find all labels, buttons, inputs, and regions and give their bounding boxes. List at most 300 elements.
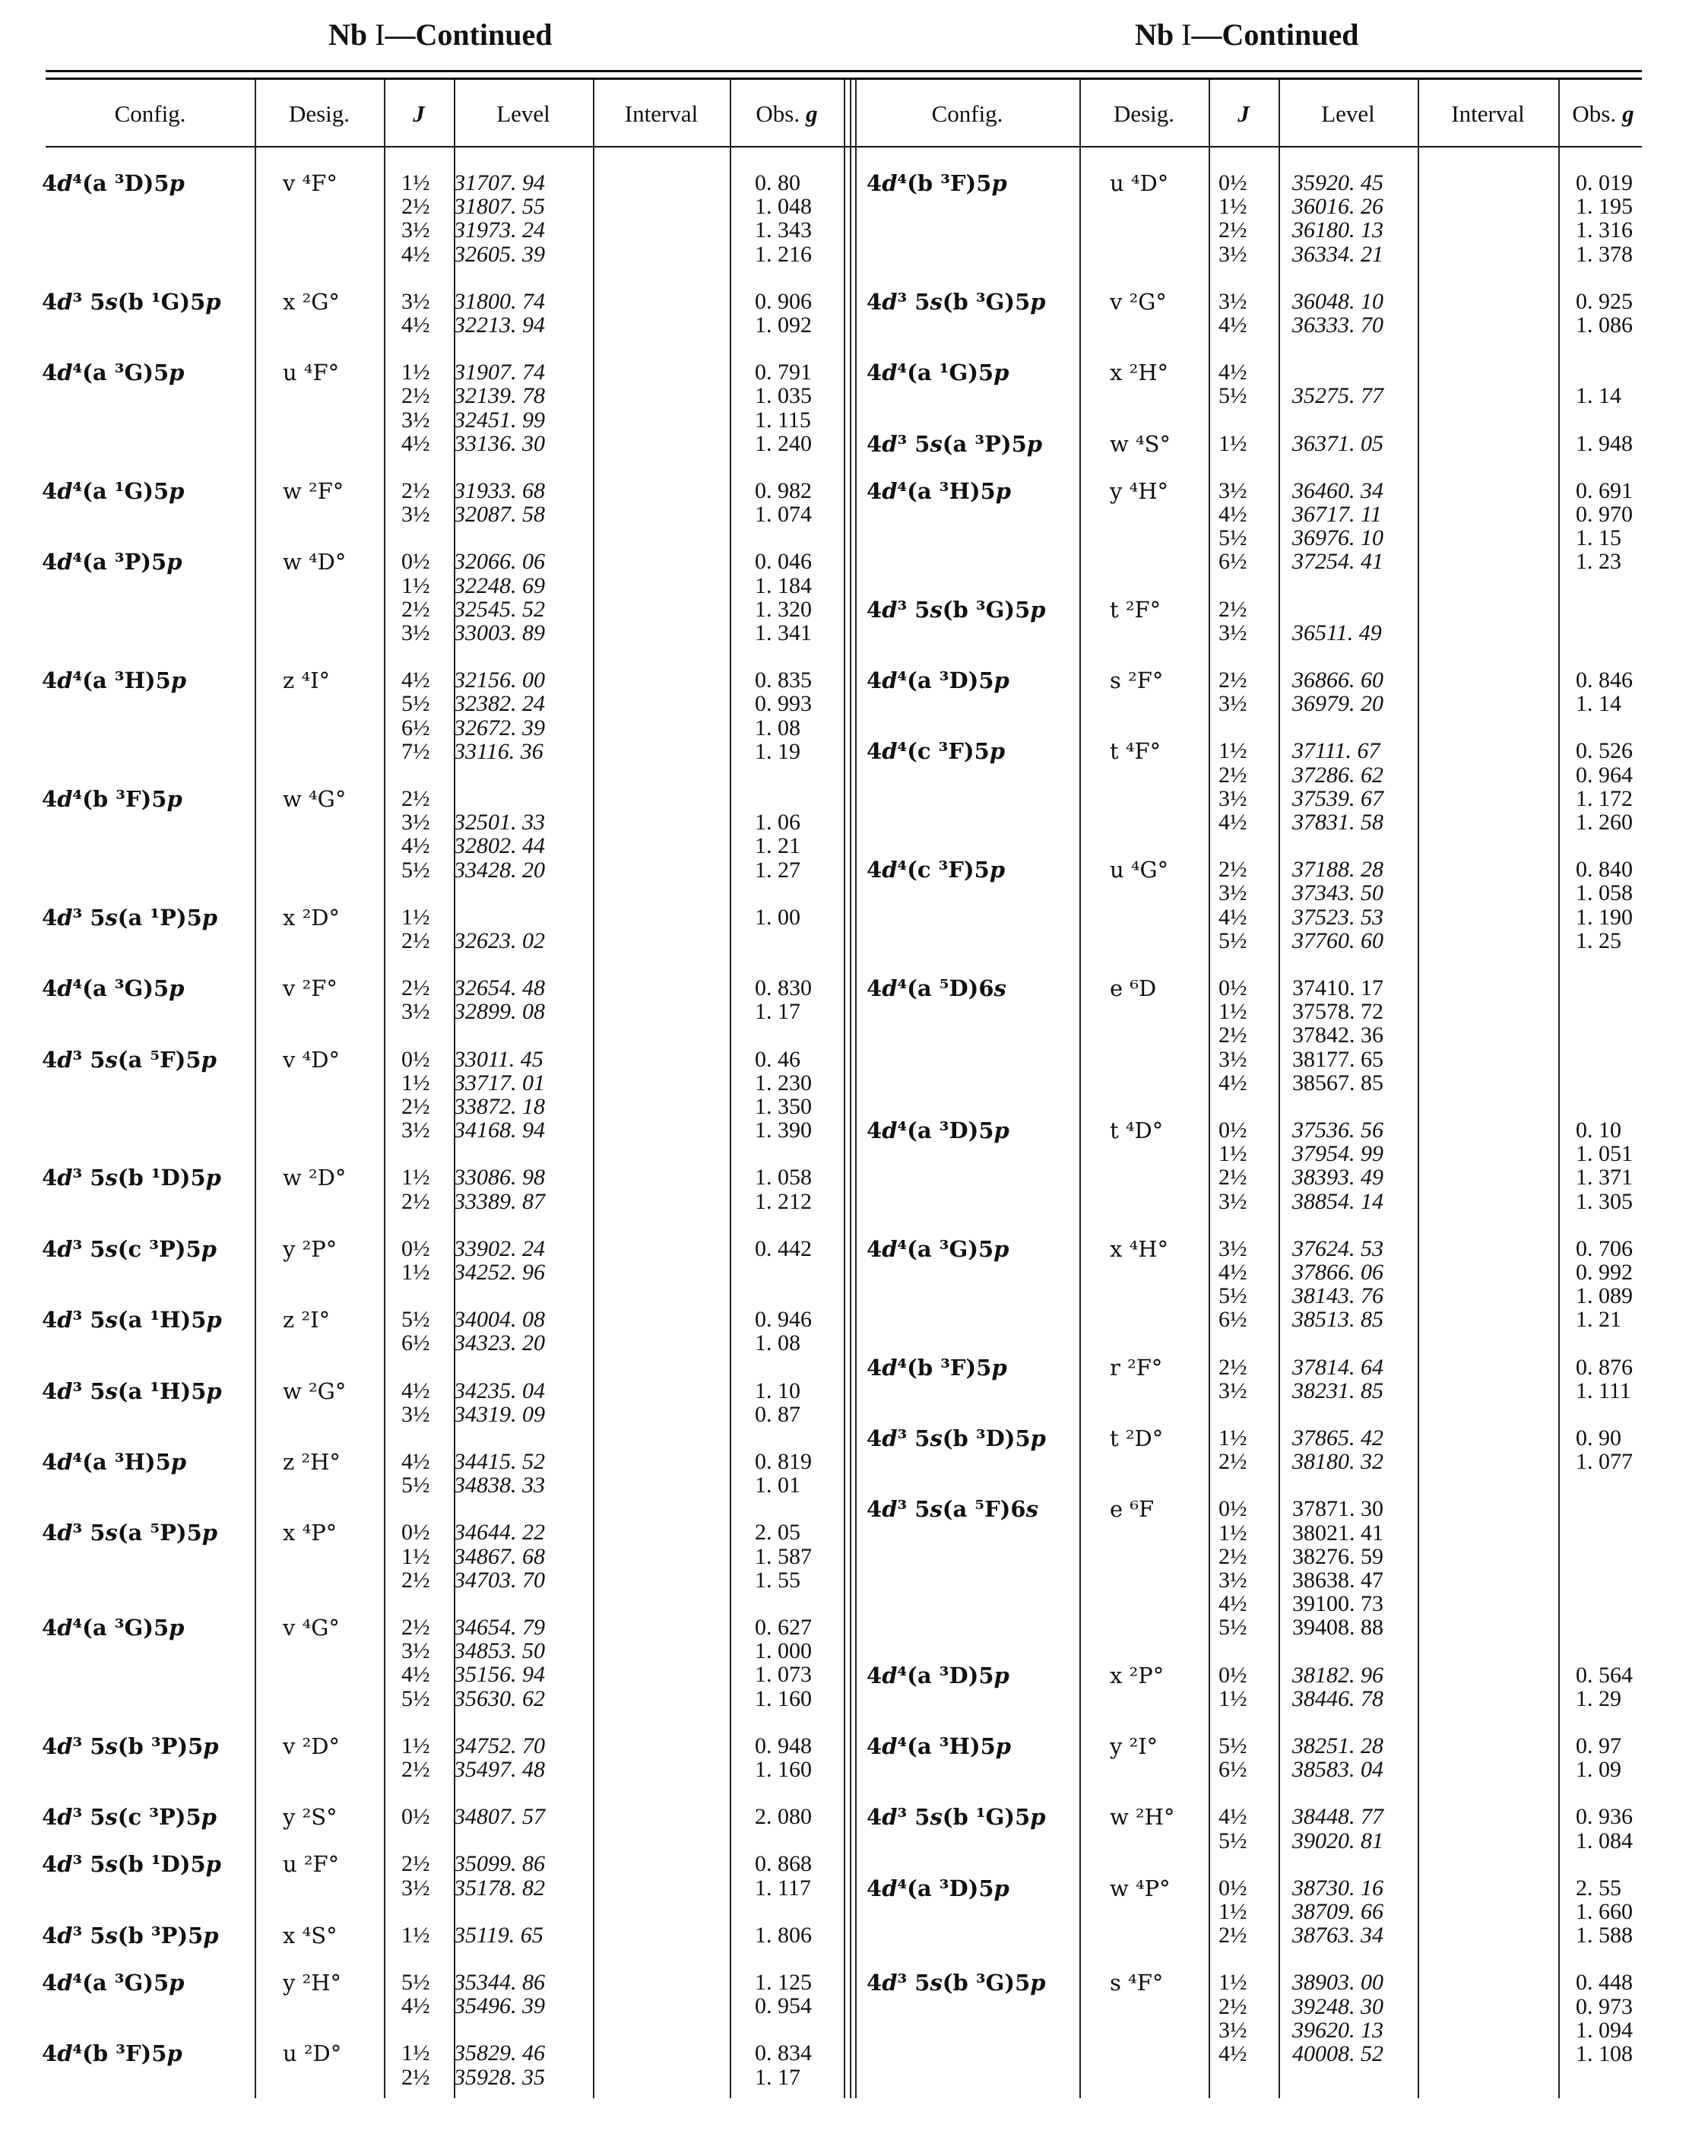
j-value: 4½: [1218, 1260, 1247, 1285]
level-value: 36511. 49: [1292, 620, 1382, 645]
obs-g-value: 0. 526: [1576, 738, 1633, 764]
obs-g-value: 1. 035: [755, 383, 812, 409]
designation-label: x ²P°: [1110, 1662, 1165, 1688]
config-label: 4d⁴(b ³F)5p: [867, 1354, 1007, 1381]
level-value: 38854. 14: [1292, 1188, 1383, 1214]
j-value: 2½: [401, 975, 430, 1001]
config-label: 4d³ 5s(c ³P)5p: [42, 1804, 217, 1831]
j-value: 3½: [1218, 241, 1247, 267]
obs-g-value: 1. 378: [1576, 241, 1633, 267]
obs-g-value: 0. 954: [755, 1993, 812, 2019]
obs-g-value: 0. 964: [1576, 762, 1633, 788]
designation-label: w ²D°: [283, 1165, 347, 1191]
obs-g-value: 0. 627: [755, 1615, 812, 1640]
j-value: 5½: [1218, 1283, 1247, 1309]
config-label: 4d³ 5s(c ³P)5p: [42, 1235, 217, 1262]
designation-label: w ⁴S°: [1110, 430, 1171, 457]
obs-g-value: 0. 982: [755, 478, 812, 503]
j-value: 3½: [401, 810, 430, 835]
obs-g-value: 1. 094: [1576, 2017, 1633, 2043]
obs-g-value: 0. 834: [755, 2040, 812, 2066]
config-label: 4d⁴(a ¹G)5p: [867, 360, 1009, 386]
j-value: 2½: [1218, 667, 1247, 693]
column-header: Desig.: [1113, 100, 1175, 127]
level-value: 33428. 20: [454, 857, 545, 883]
obs-g-value: 1. 089: [1576, 1283, 1633, 1309]
obs-g-value: 0. 946: [755, 1307, 812, 1333]
level-value: 38730. 16: [1292, 1875, 1383, 1901]
obs-g-value: 0. 442: [755, 1235, 812, 1261]
obs-g-value: 1. 587: [755, 1543, 812, 1569]
config-label: 4d³ 5s(b ¹D)5p: [42, 1165, 221, 1191]
level-value: 34752. 70: [454, 1733, 545, 1758]
level-value: 36866. 60: [1292, 667, 1383, 693]
j-value: 6½: [1218, 1307, 1247, 1333]
j-value: 4½: [1218, 1804, 1247, 1830]
config-label: 4d⁴(a ³D)5p: [42, 170, 185, 196]
obs-g-value: 0. 992: [1576, 1260, 1633, 1285]
level-value: 32545. 52: [454, 596, 545, 622]
j-value: 4½: [401, 1449, 430, 1474]
obs-g-value: 1. 806: [755, 1922, 812, 1948]
level-value: 32066. 06: [454, 549, 545, 575]
j-value: 2½: [1218, 1354, 1247, 1380]
j-value: 2½: [1218, 1923, 1247, 1948]
level-value: 34703. 70: [454, 1567, 545, 1593]
level-value: 35156. 94: [454, 1662, 545, 1688]
obs-g-value: 1. 19: [755, 738, 800, 764]
j-value: 3½: [1218, 620, 1247, 645]
obs-g-value: 1. 00: [755, 904, 800, 930]
j-value: 4½: [1218, 1070, 1247, 1095]
designation-label: v ²F°: [283, 975, 337, 1002]
column-header: J: [1237, 100, 1250, 127]
level-value: 39620. 13: [1292, 2017, 1383, 2043]
designation-label: s ²F°: [1110, 667, 1164, 693]
j-value: 5½: [401, 1307, 430, 1333]
obs-g-value: 0. 448: [1576, 1970, 1633, 1996]
level-value: 32899. 08: [454, 999, 545, 1025]
obs-g-value: 1. 660: [1576, 1899, 1633, 1924]
j-value: 7½: [401, 738, 430, 764]
obs-g-value: 1. 06: [755, 810, 800, 835]
level-value: 33011. 45: [454, 1046, 543, 1072]
obs-g-value: 0. 46: [755, 1046, 800, 1072]
config-label: 4d⁴(a ³H)5p: [42, 1449, 187, 1475]
obs-g-value: 0. 835: [755, 667, 812, 693]
level-value: 31907. 74: [454, 360, 545, 385]
level-value: 34235. 04: [454, 1378, 545, 1403]
config-label: 4d⁴(b ³F)5p: [42, 786, 182, 812]
config-label: 4d³ 5s(a ⁵F)6s: [867, 1496, 1038, 1523]
j-value: 4½: [401, 667, 430, 693]
j-value: 1½: [401, 1165, 430, 1191]
level-value: 32605. 39: [454, 241, 545, 267]
obs-g-value: 0. 97: [1576, 1733, 1621, 1758]
designation-label: x ⁴P°: [283, 1520, 337, 1546]
level-value: 31807. 55: [454, 194, 545, 220]
level-value: 37536. 56: [1292, 1118, 1383, 1143]
config-label: 4d⁴(a ³G)5p: [42, 1615, 185, 1641]
j-value: 1½: [1218, 1970, 1247, 1996]
level-value: 36334. 21: [1292, 241, 1383, 267]
j-value: 2½: [401, 928, 430, 953]
designation-label: y ²I°: [1110, 1733, 1158, 1759]
j-value: 0½: [1218, 1496, 1247, 1522]
level-value: 33003. 89: [454, 620, 545, 645]
config-label: 4d³ 5s(b ³D)5p: [867, 1425, 1046, 1451]
config-label: 4d⁴(a ⁵D)6s: [867, 975, 1006, 1001]
level-value: 36371. 05: [1292, 430, 1383, 456]
designation-label: w ²F°: [283, 478, 344, 504]
j-value: 4½: [1218, 904, 1247, 930]
column-divider: [384, 80, 385, 2098]
level-value: 33717. 01: [454, 1070, 545, 1095]
level-value: 37410. 17: [1292, 975, 1383, 1000]
j-value: 1½: [401, 2040, 430, 2066]
title-suffix: —Continued: [385, 17, 553, 52]
level-value: 34853. 50: [454, 1638, 545, 1664]
level-value: 38180. 32: [1292, 1449, 1383, 1475]
config-label: 4d⁴(a ³G)5p: [867, 1235, 1009, 1262]
config-label: 4d⁴(c ³F)5p: [867, 857, 1006, 883]
obs-g-value: 1. 29: [1576, 1685, 1621, 1711]
j-value: 5½: [1218, 927, 1247, 953]
j-value: 4½: [401, 1662, 430, 1688]
obs-g-value: 1. 17: [755, 2064, 800, 2090]
designation-label: z ²H°: [283, 1449, 341, 1475]
j-value: 5½: [1218, 383, 1247, 409]
obs-g-value: 1. 21: [755, 833, 800, 859]
designation-label: v ²G°: [1110, 288, 1167, 315]
obs-g-value: 1. 15: [1576, 525, 1621, 551]
obs-g-value: 0. 830: [755, 975, 812, 1001]
obs-g-value: 1. 125: [755, 1970, 812, 1995]
designation-label: e ⁶D: [1110, 975, 1157, 1001]
level-value: 38021. 41: [1292, 1520, 1383, 1546]
obs-g-value: 0. 970: [1576, 502, 1633, 527]
j-value: 3½: [401, 407, 430, 433]
j-value: 2½: [1218, 1165, 1247, 1191]
level-value: 32248. 69: [454, 572, 545, 598]
obs-g-value: 1. 212: [755, 1188, 812, 1214]
j-value: 5½: [1218, 525, 1247, 551]
designation-label: t ⁴F°: [1110, 738, 1161, 765]
j-value: 5½: [1218, 1828, 1247, 1853]
j-value: 2½: [1218, 1023, 1247, 1048]
config-label: 4d⁴(a ³D)5p: [867, 1875, 1009, 1901]
obs-g-value: 1. 320: [755, 596, 812, 622]
j-value: 2½: [1218, 1543, 1247, 1569]
obs-g-value: 1. 316: [1576, 217, 1633, 243]
obs-g-value: 1. 01: [755, 1473, 800, 1498]
config-label: 4d³ 5s(b ¹G)5p: [42, 288, 221, 315]
j-value: 1½: [1218, 1685, 1247, 1711]
designation-label: x ⁴H°: [1110, 1235, 1168, 1262]
obs-g-value: 1. 115: [755, 407, 811, 433]
level-value: 34644. 22: [454, 1520, 545, 1546]
j-value: 2½: [401, 2064, 430, 2090]
obs-g-value: 0. 791: [755, 360, 812, 385]
column-divider: [1079, 80, 1081, 2098]
j-value: 0½: [401, 1804, 430, 1830]
obs-g-value: 1. 160: [755, 1685, 812, 1711]
designation-label: w ²G°: [283, 1378, 347, 1404]
obs-g-value: 1. 350: [755, 1094, 812, 1119]
config-label: 4d⁴(a ³D)5p: [867, 1118, 1009, 1143]
j-value: 4½: [1218, 360, 1247, 385]
obs-g-value: 1. 27: [755, 857, 800, 883]
designation-label: v ⁴G°: [283, 1615, 340, 1641]
obs-g-value: 1. 092: [755, 312, 812, 338]
obs-g-value: 1. 086: [1576, 312, 1633, 338]
j-value: 5½: [401, 1473, 430, 1498]
obs-g-value: 0. 90: [1576, 1425, 1621, 1451]
obs-g-value: 2. 080: [755, 1804, 812, 1830]
obs-g-value: 1. 074: [755, 502, 812, 528]
designation-label: x ²H°: [1110, 360, 1168, 386]
config-label: 4d⁴(a ³G)5p: [42, 975, 185, 1002]
obs-g-value: 1. 14: [1576, 691, 1621, 717]
obs-g-value: 0. 87: [755, 1401, 800, 1427]
level-value: 34323. 20: [454, 1330, 545, 1356]
obs-g-value: 1. 08: [755, 1330, 800, 1356]
obs-g-value: 2. 55: [1576, 1875, 1621, 1901]
obs-g-value: 1. 25: [1576, 927, 1621, 953]
level-value: 38513. 85: [1292, 1307, 1383, 1333]
level-value: 32672. 39: [454, 715, 545, 740]
obs-g-value: 1. 190: [1576, 904, 1633, 930]
j-value: 2½: [401, 596, 430, 622]
obs-g-value: 0. 993: [755, 691, 812, 717]
j-value: 1½: [1218, 1899, 1247, 1924]
obs-g-value: 1. 160: [755, 1757, 812, 1782]
column-divider: [1418, 80, 1419, 2098]
level-value: 39020. 81: [1292, 1828, 1383, 1853]
config-label: 4d³ 5s(a ⁵F)5p: [42, 1046, 217, 1073]
obs-g-value: 1. 048: [755, 194, 812, 220]
column-header: J: [413, 100, 425, 127]
column-divider: [1209, 80, 1210, 2098]
j-value: 2½: [1218, 1993, 1247, 2019]
level-value: 38567. 85: [1292, 1070, 1383, 1095]
j-value: 1½: [401, 170, 430, 195]
designation-label: s ⁴F°: [1110, 1970, 1164, 1996]
column-divider: [1279, 80, 1280, 2098]
designation-label: t ²F°: [1110, 596, 1161, 623]
level-value: 31707. 94: [454, 170, 545, 195]
level-value: 39248. 30: [1292, 1993, 1383, 2019]
j-value: 3½: [1218, 1188, 1247, 1214]
designation-label: r ²F°: [1110, 1354, 1163, 1381]
config-label: 4d³ 5s(b ³G)5p: [867, 1970, 1046, 1996]
obs-g-value: 1. 117: [755, 1875, 811, 1901]
level-value: 37254. 41: [1292, 549, 1383, 575]
column-header: Level: [1321, 100, 1375, 127]
level-value: 38251. 28: [1292, 1733, 1383, 1758]
config-label: 4d⁴(a ³H)5p: [867, 1733, 1012, 1759]
obs-g-value: 1. 10: [755, 1378, 800, 1403]
title-left: [328, 17, 553, 52]
j-value: 3½: [401, 1638, 430, 1664]
designation-label: w ⁴D°: [283, 549, 347, 575]
j-value: 0½: [401, 549, 430, 575]
column-divider: [1558, 80, 1560, 2098]
column-header: Config.: [931, 100, 1003, 127]
j-value: 3½: [1218, 2017, 1247, 2043]
obs-g-value: 1. 084: [1576, 1828, 1633, 1853]
j-value: 2½: [401, 1757, 430, 1782]
level-value: 36180. 13: [1292, 217, 1383, 243]
level-value: 35630. 62: [454, 1685, 545, 1711]
config-label: 4d³ 5s(b ³P)5p: [42, 1733, 219, 1759]
config-label: 4d³ 5s(a ¹P)5p: [42, 904, 218, 931]
level-value: 37286. 62: [1292, 762, 1383, 788]
designation-label: t ²D°: [1110, 1425, 1164, 1451]
column-header: Interval: [1451, 100, 1525, 127]
obs-g-value: 1. 051: [1576, 1141, 1633, 1167]
level-value: 35829. 46: [454, 2040, 545, 2066]
obs-g-value: 1. 111: [1576, 1378, 1631, 1403]
obs-g-value: 1. 058: [1576, 880, 1633, 906]
level-value: 35119. 65: [454, 1922, 543, 1948]
level-value: 33389. 87: [454, 1188, 545, 1214]
obs-g-value: 0. 840: [1576, 857, 1633, 883]
j-value: 2½: [401, 478, 430, 503]
j-value: 3½: [1218, 1378, 1247, 1403]
level-value: 38638. 47: [1292, 1568, 1383, 1593]
config-label: 4d⁴(a ³G)5p: [42, 1970, 185, 1996]
obs-g-value: 1. 240: [755, 430, 812, 456]
j-value: 4½: [1218, 810, 1247, 835]
level-value: 35920. 45: [1292, 170, 1383, 195]
level-value: 37814. 64: [1292, 1354, 1383, 1380]
designation-label: x ²G°: [283, 288, 340, 315]
level-value: 36460. 34: [1292, 477, 1383, 503]
j-value: 3½: [1218, 1235, 1247, 1261]
column-divider: [593, 80, 594, 2098]
j-value: 2½: [401, 1567, 430, 1593]
obs-g-value: 1. 058: [755, 1165, 812, 1191]
j-value: 2½: [1218, 596, 1247, 622]
level-value: 32451. 99: [454, 407, 545, 433]
level-value: 37523. 53: [1292, 904, 1383, 930]
obs-g-value: 1. 55: [755, 1567, 800, 1593]
obs-g-value: 1. 230: [755, 1070, 812, 1095]
designation-label: t ⁴D°: [1110, 1118, 1164, 1143]
designation-label: u ⁴G°: [1110, 857, 1169, 883]
j-value: 4½: [1218, 2041, 1247, 2066]
obs-g-value: 1. 17: [755, 999, 800, 1025]
level-value: 33116. 36: [454, 738, 543, 764]
j-value: 3½: [401, 1875, 430, 1901]
title-suffix: —Continued: [1191, 17, 1359, 52]
level-value: 38143. 76: [1292, 1283, 1383, 1309]
obs-g-value: 0. 906: [755, 288, 812, 314]
j-value: 0½: [401, 1235, 430, 1261]
j-value: 2½: [1218, 857, 1247, 883]
level-value: 34654. 79: [454, 1615, 545, 1640]
level-value: 32139. 78: [454, 383, 545, 409]
designation-label: x ²D°: [283, 904, 340, 931]
designation-label: y ⁴H°: [1110, 477, 1169, 504]
j-value: 2½: [401, 1188, 430, 1214]
j-value: 2½: [401, 383, 430, 409]
obs-g-value: 0. 876: [1576, 1354, 1633, 1380]
j-value: 0½: [1218, 1875, 1247, 1901]
config-label: 4d⁴(a ³H)5p: [42, 667, 187, 694]
column-header: Desig.: [288, 100, 350, 127]
level-value: 37760. 60: [1292, 927, 1383, 953]
column-header: Config.: [114, 100, 186, 127]
j-value: 3½: [401, 502, 430, 528]
j-value: 0½: [1218, 170, 1247, 195]
title-element: Nb: [328, 17, 368, 52]
config-label: 4d⁴(c ³F)5p: [867, 738, 1006, 765]
j-value: 0½: [1218, 975, 1247, 1000]
config-label: 4d³ 5s(a ¹H)5p: [42, 1378, 222, 1404]
j-value: 1½: [1218, 999, 1247, 1025]
j-value: 4½: [1218, 502, 1247, 527]
level-value: 34004. 08: [454, 1307, 545, 1333]
designation-label: y ²P°: [283, 1235, 337, 1262]
j-value: 2½: [1218, 217, 1247, 243]
level-value: 40008. 52: [1292, 2041, 1383, 2066]
config-label: 4d³ 5s(b ³P)5p: [42, 1922, 219, 1948]
level-value: 37539. 67: [1292, 785, 1383, 811]
obs-g-value: 1. 184: [755, 572, 812, 598]
level-value: 37866. 06: [1292, 1260, 1383, 1285]
level-value: 38709. 66: [1292, 1899, 1383, 1924]
level-value: 38393. 49: [1292, 1165, 1383, 1191]
designation-label: u ⁴D°: [1110, 170, 1169, 196]
config-label: 4d³ 5s(a ³P)5p: [867, 430, 1043, 457]
level-value: 32802. 44: [454, 833, 545, 859]
config-label: 4d³ 5s(a ¹H)5p: [42, 1307, 222, 1333]
obs-g-value: 0. 868: [755, 1851, 812, 1877]
level-value: 36979. 20: [1292, 691, 1383, 717]
level-value: 32156. 00: [454, 667, 545, 693]
level-value: 35928. 35: [454, 2064, 545, 2090]
level-value: 37871. 30: [1292, 1496, 1383, 1522]
j-value: 1½: [1218, 738, 1247, 764]
j-value: 1½: [401, 572, 430, 598]
column-divider: [255, 80, 256, 2098]
level-value: 31933. 68: [454, 478, 545, 503]
designation-label: y ²S°: [283, 1804, 337, 1831]
level-value: 37831. 58: [1292, 810, 1383, 835]
j-value: 0½: [1218, 1118, 1247, 1143]
column-header: Interval: [624, 100, 699, 127]
config-label: 4d⁴(b ³F)5p: [42, 2040, 182, 2067]
j-value: 3½: [401, 999, 430, 1025]
j-value: 3½: [401, 1118, 430, 1143]
j-value: 6½: [1218, 1757, 1247, 1783]
level-value: 38903. 00: [1292, 1970, 1383, 1996]
obs-g-value: 1. 948: [1576, 430, 1633, 456]
level-value: 39408. 88: [1292, 1615, 1383, 1641]
level-value: 37578. 72: [1292, 999, 1383, 1025]
obs-g-value: 1. 073: [755, 1662, 812, 1688]
designation-label: u ⁴F°: [283, 360, 340, 386]
level-value: 37111. 67: [1292, 738, 1380, 764]
j-value: 3½: [1218, 691, 1247, 717]
level-value: 35496. 39: [454, 1993, 545, 2019]
j-value: 4½: [401, 833, 430, 859]
designation-label: z ²I°: [283, 1307, 331, 1333]
j-value: 6½: [401, 715, 430, 740]
level-value: 38448. 77: [1292, 1804, 1383, 1830]
